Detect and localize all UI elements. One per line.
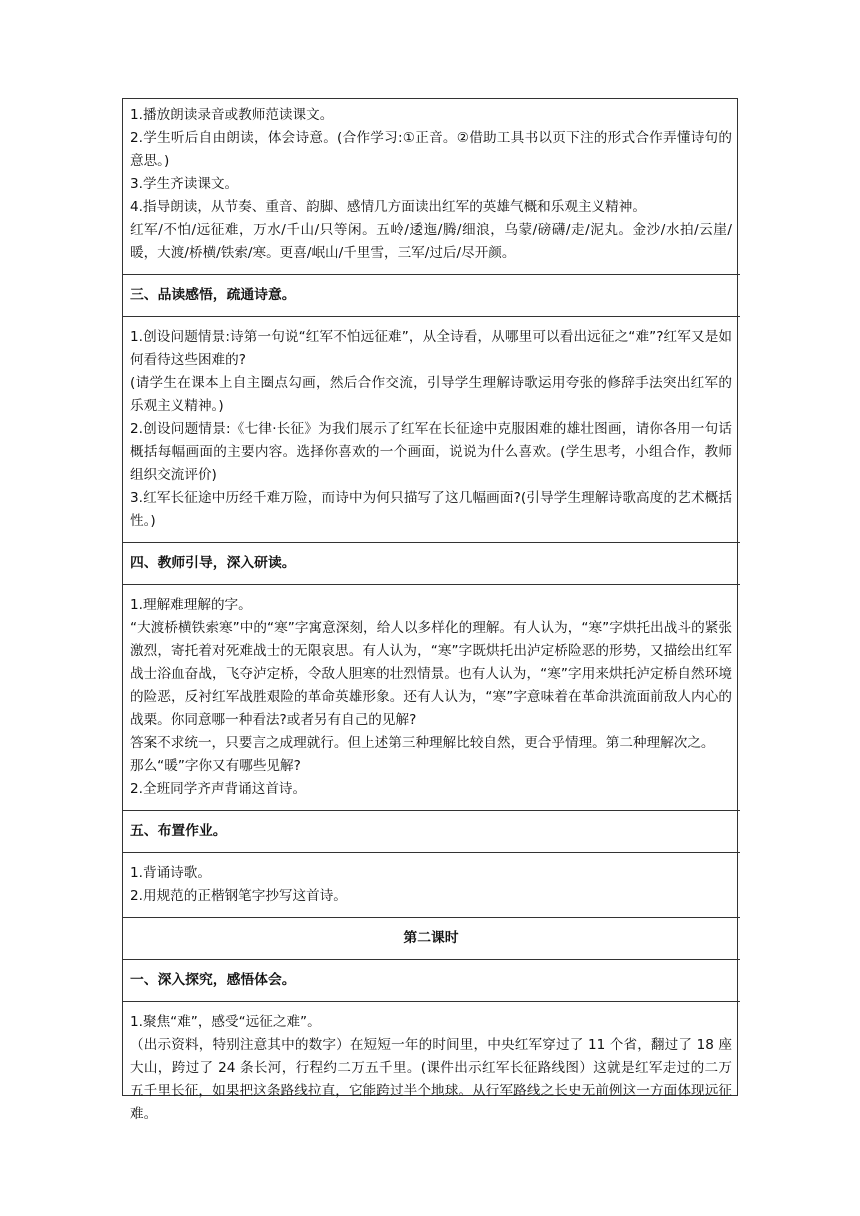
section-deep-reading bbox=[130, 594, 732, 801]
paragraph: (请学生在课本上自主圈点勾画，然后合作交流，引导学生理解诗歌运用夸张的修辞手法突出红军的乐观主义精神。) bbox=[130, 375, 732, 414]
section-heading: 四、教师引导，深入研读。 bbox=[130, 555, 296, 571]
paragraph: 2.全班同学齐声背诵这首诗。 bbox=[130, 781, 307, 797]
paragraph: 3.红军长征途中历经千难万险，而诗中为何只描写了这几幅画面?(引导学生理解诗歌高度的艺术概括性。) bbox=[130, 490, 732, 529]
paragraph: 1.背诵诗歌。 bbox=[130, 865, 211, 881]
paragraph: 1.聚焦“难”，感受“远征之难”。 bbox=[130, 1014, 321, 1030]
row-divider bbox=[122, 959, 740, 960]
paragraph: “大渡桥横铁索寒”中的“寒”字寓意深刻，给人以多样化的理解。有人认为，“寒”字烘托出战斗的紧张激烈，寄托着对死难战士的无限哀思。有人认为，“寒”字既烘托出泸定桥险恶的形势，又描绘出红军战士浴血奋战，飞夺泸定桥，令敌人胆寒的壮烈情景。也有人认为，“寒”字用来烘托泸定桥自然环境的险恶，反衬红军战胜艰险的革命英雄形象。还有人认为，“寒”字意味着在革命洪流面前敌人内心的战栗。你同意哪一种看法?或者另有自己的见解? bbox=[130, 620, 732, 728]
document-content bbox=[130, 104, 732, 1126]
row-divider bbox=[122, 316, 740, 317]
row-divider bbox=[122, 584, 740, 585]
section-deep-inquiry bbox=[130, 1011, 732, 1126]
lesson-title: 第二课时 bbox=[403, 930, 459, 946]
row-divider bbox=[122, 1001, 740, 1002]
paragraph: 答案不求统一，只要言之成理就行。但上述第三种理解比较自然，更合乎情理。第二种理解次之。 bbox=[130, 735, 715, 751]
section-heading: 三、品读感悟，疏通诗意。 bbox=[130, 287, 296, 303]
paragraph: 2.创设问题情景:《七律·长征》为我们展示了红军在长征途中克服困难的雄壮图画，请你各用一句话概括每幅画面的主要内容。选择你喜欢的一个画面，说说为什么喜欢。(学生思考，小组合作，教师组织交流评价) bbox=[130, 421, 732, 483]
row-divider bbox=[122, 542, 740, 543]
poem-rhythm-text: 红军/不怕/远征难，万水/千山/只等闲。五岭/逶迤/腾/细浪，乌蒙/磅礴/走/泥丸。金沙/水拍/云崖/暖，大渡/桥横/铁索/寒。更喜/岷山/千里雪，三军/过后/尽开颜。 bbox=[130, 222, 732, 261]
section-homework bbox=[130, 862, 732, 908]
paragraph: 1.理解难理解的字。 bbox=[130, 597, 252, 613]
paragraph: 2.学生听后自由朗读，体会诗意。(合作学习:①正音。②借助工具书以页下注的形式合作弄懂诗句的意思。) bbox=[130, 130, 732, 169]
row-divider bbox=[122, 852, 740, 853]
paragraph: 4.指导朗读，从节奏、重音、韵脚、感情几方面读出红军的英雄气概和乐观主义精神。 bbox=[130, 199, 646, 215]
paragraph: 1.播放朗读录音或教师范读课文。 bbox=[130, 107, 334, 123]
section-heading: 五、布置作业。 bbox=[130, 823, 227, 839]
section-heading: 一、深入探究，感悟体会。 bbox=[130, 972, 296, 988]
paragraph: 3.学生齐读课文。 bbox=[130, 176, 239, 192]
section-reading-practice bbox=[130, 104, 732, 265]
paragraph: 1.创设问题情景:诗第一句说“红军不怕远征难”，从全诗看，从哪里可以看出远征之“难”?红军又是如何看待这些困难的? bbox=[130, 329, 732, 368]
paragraph: 那么“暖”字你又有哪些见解? bbox=[130, 758, 301, 774]
paragraph: （出示资料，特别注意其中的数字）在短短一年的时间里，中央红军穿过了 11 个省，翻过了 18 座大山，跨过了 24 条长河，行程约二万五千里。(课件出示红军长征路线图）这就是红军走过的二万五千里长征，如果把这条路线拉直，它能跨过半个地球。从行军路线之长史无前例这一方面体现远征难。 bbox=[130, 1037, 732, 1122]
paragraph: 2.用规范的正楷钢笔字抄写这首诗。 bbox=[130, 888, 347, 904]
row-divider bbox=[122, 810, 740, 811]
row-divider bbox=[122, 274, 740, 275]
section-appreciation bbox=[130, 326, 732, 533]
row-divider bbox=[122, 917, 740, 918]
